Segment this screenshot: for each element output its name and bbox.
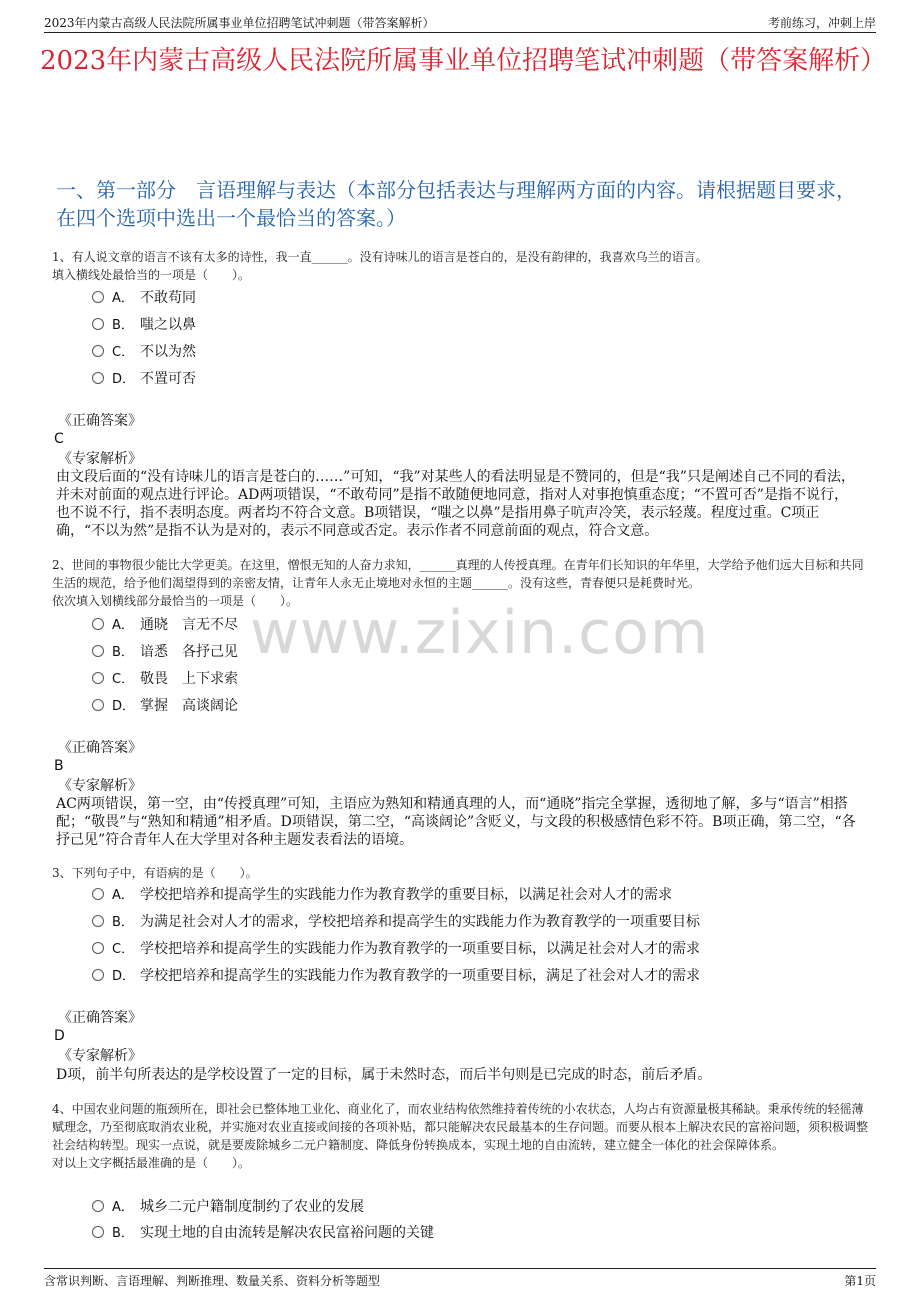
- header-slogan: 考前练习，冲刺上岸: [767, 16, 876, 30]
- question-4-option-b[interactable]: B． 实现土地的自由流转是解决农民富裕问题的关键: [92, 1223, 434, 1243]
- question-1-analysis: 由文段后面的“没有诗味儿的语言是苍白的……”可知，“我”对某些人的看法明显是不赞同的，但是“我”只是阐述自己不同的看法，并未对前面的观点进行评论。AD两项错误，“不敢苟同”是指不敢随便地同意，指对人对事抱慎重态度；“不置可否”是指不说行，也不说不行，指不表明态度。两者均不符合文意。B项错误，“嗤之以鼻”是指用鼻子吭声冷笑，表示轻蔑。程度过重。C项正确，“不以为然”是指不认为是对的，表示不同意或否定。表示作者不同意前面的观点，符合文意。: [56, 469, 855, 539]
- page-header: [44, 12, 876, 33]
- watermark: www.zixin.com: [250, 598, 710, 668]
- question-1-option-c[interactable]: C． 不以为然: [92, 342, 196, 362]
- question-3-analysis: D项，前半句所表达的是学校设置了一定的目标，属于未然时态，而后半句则是已完成的时态，前后矛盾。: [56, 1067, 712, 1083]
- question-2-option-b[interactable]: B． 谙悉 各抒己见: [92, 642, 238, 662]
- radio-icon[interactable]: [92, 1200, 104, 1212]
- question-2-ask: 依次填入划横线部分最恰当的一项是（ ）。: [52, 594, 299, 608]
- analysis-label: 《专家解析》: [58, 778, 142, 794]
- page-title: 2023年内蒙古高级人民法院所属事业单位招聘笔试冲刺题（带答案解析）: [40, 46, 887, 76]
- radio-icon[interactable]: [92, 1226, 104, 1238]
- radio-icon[interactable]: [92, 969, 104, 981]
- header-doc-title: 2023年内蒙古高级人民法院所属事业单位招聘笔试冲刺题（带答案解析）: [44, 16, 435, 30]
- question-2-option-a[interactable]: A． 通晓 言无不尽: [92, 615, 238, 635]
- page-number: 第1页: [844, 1274, 876, 1288]
- question-2-stem: [52, 556, 870, 610]
- question-1-stem: [52, 248, 870, 284]
- answer-label: 《正确答案》: [58, 1010, 142, 1026]
- question-2-text: 2、世间的事物很少能比大学更美。在这里，憎恨无知的人奋力求知，______真理的人传授真理。在青年们长知识的年华里，大学给予他们远大目标和共同生活的规范，给予他们渴望得到的亲密友情，让青年人永无止境地对永恒的主题______。没有这些，青春便只是耗费时光。: [52, 558, 864, 590]
- question-4-option-a[interactable]: A． 城乡二元户籍制度制约了农业的发展: [92, 1197, 364, 1217]
- answer-label: 《正确答案》: [58, 740, 142, 756]
- page-footer: [44, 1268, 876, 1289]
- question-3-option-b[interactable]: B． 为满足社会对人才的需求，学校把培养和提高学生的实践能力作为教育教学的一项重要目标: [92, 912, 700, 932]
- radio-icon[interactable]: [92, 672, 104, 684]
- question-1-option-a[interactable]: A． 不敢苟同: [92, 288, 196, 308]
- question-3-stem: [52, 864, 870, 882]
- radio-icon[interactable]: [92, 699, 104, 711]
- question-1-ask: 填入横线处最恰当的一项是（ ）。: [52, 268, 251, 282]
- radio-icon[interactable]: [92, 888, 104, 900]
- question-1-option-b[interactable]: B． 嗤之以鼻: [92, 315, 196, 335]
- question-4-text: 4、中国农业问题的瓶颈所在，即社会已整体地工业化、商业化了，而农业结构依然维持着传统的小农状态，人均占有资源量极其稀缺。秉承传统的轻徭薄赋理念，乃至彻底取消农业税，并实施对农业直接或间接的各项补贴，都只能解决农民最基本的生存问题。而要从根本上解决农民的富裕问题，须积极调整社会结构转型。现实一点说，就是要废除城乡二元户籍制度、降低身份转换成本，实现土地的自由流转，建立健全一体化的社会保障体系。: [52, 1102, 869, 1152]
- question-4-stem: [52, 1100, 870, 1172]
- section-heading: 一、第一部分 言语理解与表达（本部分包括表达与理解两方面的内容。请根据题目要求，在四个选项中选出一个最恰当的答案。）: [56, 178, 856, 230]
- question-3-text: 3、下列句子中，有语病的是（ ）。: [52, 866, 258, 880]
- question-4-ask: 对以上文字概括最准确的是（ ）。: [52, 1156, 251, 1170]
- radio-icon[interactable]: [92, 915, 104, 927]
- question-3-option-c[interactable]: C． 学校把培养和提高学生的实践能力作为教育教学的一项重要目标，以满足社会对人才的需求: [92, 939, 700, 959]
- question-3-option-a[interactable]: A． 学校把培养和提高学生的实践能力作为教育教学的重要目标，以满足社会对人才的需求: [92, 885, 672, 905]
- analysis-label: 《专家解析》: [58, 451, 142, 467]
- question-2-option-c[interactable]: C． 敬畏 上下求索: [92, 669, 238, 689]
- radio-icon[interactable]: [92, 291, 104, 303]
- question-1-text: 1、有人说文章的语言不该有太多的诗性，我一直______。没有诗味儿的语言是苍白的，是没有韵律的，我喜欢乌兰的语言。: [52, 250, 708, 264]
- footer-question-types: 含常识判断、言语理解、判断推理、数量关系、资料分析等题型: [44, 1274, 381, 1288]
- answer-label: 《正确答案》: [58, 413, 142, 429]
- question-2-analysis: AC两项错误，第一空，由“传授真理”可知，主语应为熟知和精通真理的人，而“通晓”指完全掌握，透彻地了解，多与“语言”相搭配；“敬畏”与“熟知和精通”相矛盾。D项错误，第二空，“高谈阔论”含贬义，与文段的积极感情色彩不符。B项正确，第二空，“各抒己见”符合青年人在大学里对各种主题发表看法的语境。: [56, 796, 856, 848]
- radio-icon[interactable]: [92, 942, 104, 954]
- radio-icon[interactable]: [92, 345, 104, 357]
- question-2-answer: B: [54, 758, 64, 774]
- radio-icon[interactable]: [92, 372, 104, 384]
- question-2-option-d[interactable]: D． 掌握 高谈阔论: [92, 696, 238, 716]
- question-3-option-d[interactable]: D． 学校把培养和提高学生的实践能力作为教育教学的一项重要目标，满足了社会对人才的需求: [92, 966, 700, 986]
- question-1-answer: C: [54, 431, 64, 447]
- analysis-label: 《专家解析》: [58, 1048, 142, 1064]
- question-1-option-d[interactable]: D． 不置可否: [92, 369, 196, 389]
- radio-icon[interactable]: [92, 318, 104, 330]
- question-3-answer: D: [54, 1028, 65, 1044]
- radio-icon[interactable]: [92, 618, 104, 630]
- radio-icon[interactable]: [92, 645, 104, 657]
